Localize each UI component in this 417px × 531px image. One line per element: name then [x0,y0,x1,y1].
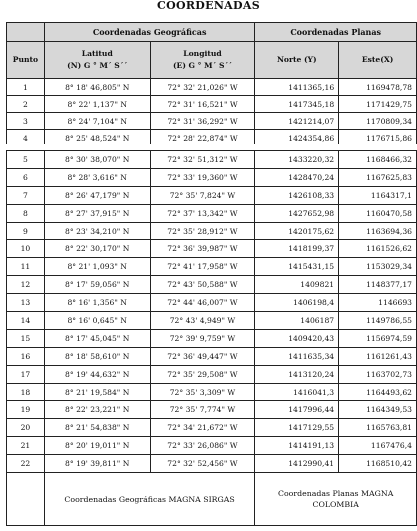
table-row [7,168,417,186]
punto-cell: 21 [7,437,45,455]
bottom-table-body [7,151,417,473]
punto-cell: 8 [7,204,45,222]
norte-cell: 1433220,32 [255,151,339,169]
table-row [7,96,417,113]
longitud-cell: 72° 35' 7,774" W [150,401,255,419]
top-table-body [7,79,417,147]
longitud-cell: 72° 35' 3,309" W [150,383,255,401]
este-cell: 1167625,83 [339,168,417,186]
longitud-cell: 72° 31' 36,292" W [150,113,255,130]
latitud-cell: 8° 23' 34,210" N [44,222,150,240]
blank-header-cell [7,23,45,42]
punto-cell: 4 [7,130,45,147]
table-row [7,383,417,401]
latitud-cell: 8° 17' 59,056" N [44,276,150,294]
table-row [7,455,417,473]
table-row [7,401,417,419]
table-row [7,79,417,96]
longitud-cell: 72° 33' 19,360" W [150,168,255,186]
latitud-header [44,42,150,79]
norte-cell: 1420175,62 [255,222,339,240]
punto-cell: 14 [7,312,45,330]
norte-cell: 1427652,98 [255,204,339,222]
latitud-cell: 8° 21' 19,584" N [44,383,150,401]
punto-cell: 1 [7,79,45,96]
page-title: COORDENADAS [157,0,260,12]
norte-cell: 1414191,13 [255,437,339,455]
longitud-cell: 72° 35' 29,508" W [150,365,255,383]
este-cell: 1168466,32 [339,151,417,169]
latitud-cell: 8° 20' 19,011" N [44,437,150,455]
este-cell: 1164493,62 [339,383,417,401]
latitud-cell: 8° 18' 46,805" N [44,79,150,96]
table-row [7,240,417,258]
footer-blank-cell [7,473,45,526]
este-cell: 1164317,1 [339,186,417,204]
longitud-cell: 72° 28' 22,874" W [150,130,255,147]
este-cell: 1163694,36 [339,222,417,240]
latitud-cell: 8° 16' 0,645" N [44,312,150,330]
norte-cell: 1417996,44 [255,401,339,419]
longitud-label: Longitud [183,49,222,58]
latitud-cell: 8° 19' 44,632" N [44,365,150,383]
latitud-cell: 8° 30' 38,070" N [44,151,150,169]
norte-cell: 1421214,07 [255,113,339,130]
longitud-cell: 72° 37' 13,342" W [150,204,255,222]
table-row [7,113,417,130]
plane-group-header: Coordenadas Planas [255,23,417,42]
latitud-cell: 8° 22' 23,221" N [44,401,150,419]
table-row [7,347,417,365]
punto-cell: 16 [7,347,45,365]
table-row [7,276,417,294]
este-cell: 1169478,78 [339,79,417,96]
punto-cell: 11 [7,258,45,276]
norte-cell: 1417345,18 [255,96,339,113]
coordinates-table-bottom [6,150,417,526]
longitud-cell: 72° 35' 28,912" W [150,222,255,240]
latitud-cell: 8° 16' 1,356" N [44,294,150,312]
latitud-label: Latitud [81,49,113,58]
este-cell: 1161261,43 [339,347,417,365]
latitud-cell: 8° 21' 54,838" N [44,419,150,437]
longitud-cell: 72° 41' 17,958" W [150,258,255,276]
norte-cell: 1406187 [255,312,339,330]
este-cell: 1149786,55 [339,312,417,330]
norte-cell: 1409821 [255,276,339,294]
norte-cell: 1412990,41 [255,455,339,473]
longitud-cell: 72° 34' 21,672" W [150,419,255,437]
longitud-cell: 72° 43' 50,588" W [150,276,255,294]
punto-cell: 15 [7,329,45,347]
latitud-cell: 8° 22' 1,137" N [44,96,150,113]
table-row [7,419,417,437]
norte-cell: 1424354,86 [255,130,339,147]
footer-geo-label: Coordenadas Geográficas MAGNA SIRGAS [44,473,255,526]
punto-header: Punto [7,42,45,79]
longitud-cell: 72° 33' 26,086" W [150,437,255,455]
table-row [7,186,417,204]
este-cell: 1171429,75 [339,96,417,113]
longitud-format: (E) G ° M´ S´´ [172,61,233,70]
latitud-cell: 8° 24' 7,104" N [44,113,150,130]
longitud-cell: 72° 32' 52,456" W [150,455,255,473]
punto-cell: 6 [7,168,45,186]
longitud-cell: 72° 36' 39,987" W [150,240,255,258]
norte-cell: 1413120,24 [255,365,339,383]
este-cell: 1170809,34 [339,113,417,130]
table-row [7,204,417,222]
este-cell: 1165763,81 [339,419,417,437]
punto-cell: 9 [7,222,45,240]
norte-cell: 1409420,43 [255,329,339,347]
latitud-cell: 8° 25' 48,524" N [44,130,150,147]
norte-cell: 1417129,55 [255,419,339,437]
norte-cell: 1428470,24 [255,168,339,186]
latitud-cell: 8° 21' 1,093" N [44,258,150,276]
punto-cell: 17 [7,365,45,383]
norte-cell: 1406198,4 [255,294,339,312]
punto-cell: 13 [7,294,45,312]
este-cell: 1148377,17 [339,276,417,294]
longitud-cell: 72° 32' 21,026" W [150,79,255,96]
latitud-cell: 8° 22' 30,170" N [44,240,150,258]
este-cell: 1156974,59 [339,329,417,347]
norte-cell: 1411365,16 [255,79,339,96]
punto-cell: 7 [7,186,45,204]
este-cell: 1167476,4 [339,437,417,455]
table-row [7,258,417,276]
longitud-cell: 72° 43' 4,949" W [150,312,255,330]
table-row [7,437,417,455]
norte-cell: 1416041,3 [255,383,339,401]
table-row [7,294,417,312]
coordinates-table-top [6,22,417,147]
latitud-cell: 8° 18' 58,610" N [44,347,150,365]
longitud-cell: 72° 44' 46,007" W [150,294,255,312]
latitud-cell: 8° 17' 45,045" N [44,329,150,347]
table-row [7,329,417,347]
norte-cell: 1415431,15 [255,258,339,276]
table-row [7,222,417,240]
longitud-header [150,42,255,79]
table-row [7,151,417,169]
punto-cell: 20 [7,419,45,437]
punto-cell: 18 [7,383,45,401]
geo-group-header: Coordenadas Geográficas [44,23,254,42]
punto-cell: 5 [7,151,45,169]
norte-cell: 1426108,33 [255,186,339,204]
longitud-cell: 72° 36' 49,447" W [150,347,255,365]
longitud-cell: 72° 39' 9,759" W [150,329,255,347]
este-cell: 1176715,86 [339,130,417,147]
footer-plane-label: Coordenadas Planas MAGNA COLOMBIA [255,473,417,526]
este-header: Este(X) [339,42,417,79]
longitud-cell: 72° 31' 16,521" W [150,96,255,113]
punto-cell: 3 [7,113,45,130]
norte-cell: 1411635,34 [255,347,339,365]
norte-header: Norte (Y) [255,42,339,79]
este-cell: 1168510,42 [339,455,417,473]
este-cell: 1161526,62 [339,240,417,258]
latitud-format: (N) G ° M´ S´´ [67,61,128,70]
punto-cell: 22 [7,455,45,473]
longitud-cell: 72° 32' 51,312" W [150,151,255,169]
punto-cell: 10 [7,240,45,258]
latitud-cell: 8° 28' 3,616" N [44,168,150,186]
este-cell: 1164349,53 [339,401,417,419]
punto-cell: 12 [7,276,45,294]
latitud-cell: 8° 27' 37,915" N [44,204,150,222]
este-cell: 1160470,58 [339,204,417,222]
este-cell: 1153029,34 [339,258,417,276]
latitud-cell: 8° 19' 39,811" N [44,455,150,473]
table-row [7,312,417,330]
latitud-cell: 8° 26' 47,179" N [44,186,150,204]
longitud-cell: 72° 35' 7,824" W [150,186,255,204]
punto-cell: 19 [7,401,45,419]
table-row [7,365,417,383]
punto-cell: 2 [7,96,45,113]
este-cell: 1146693 [339,294,417,312]
este-cell: 1163702,73 [339,365,417,383]
norte-cell: 1418199,37 [255,240,339,258]
